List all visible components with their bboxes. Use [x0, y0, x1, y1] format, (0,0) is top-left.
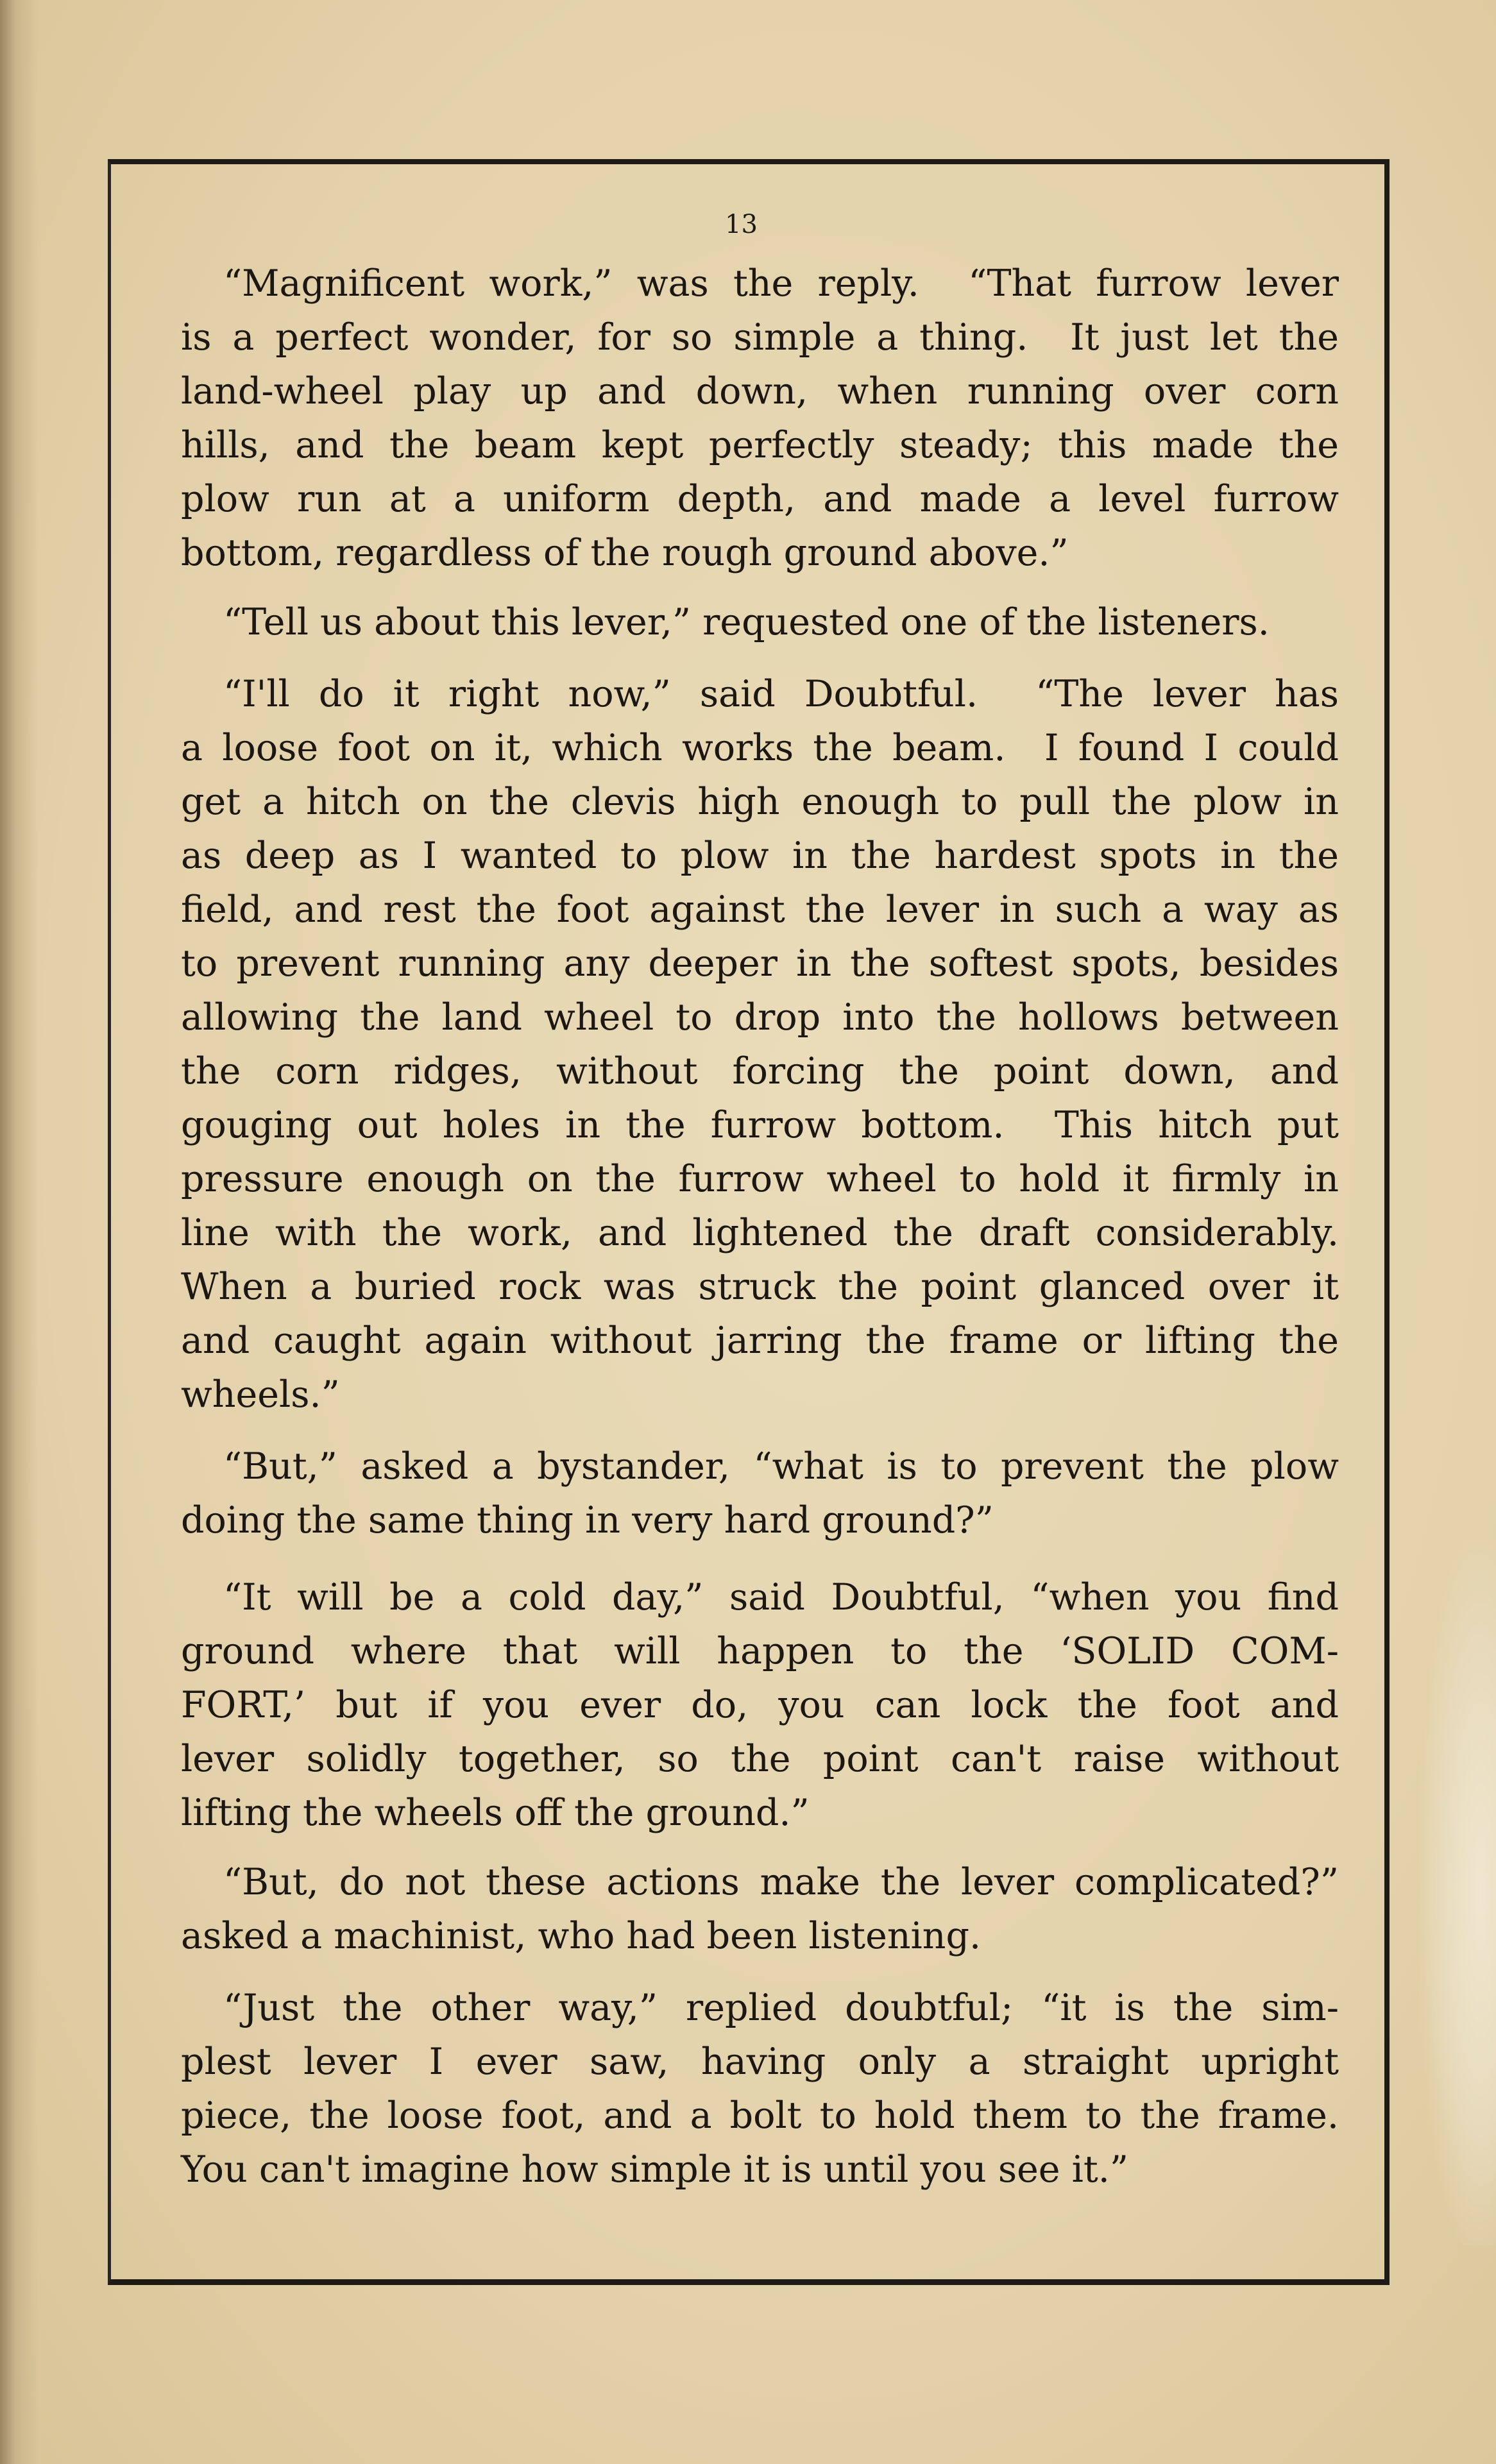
text-line: asked a machinist, who had been listening. [181, 1915, 982, 1957]
text-line: hills, and the beam kept perfectly steady; this made the [181, 424, 1339, 466]
text-line: and caught again without jarring the frame or lifting the [181, 1320, 1339, 1362]
text-line: lifting the wheels off the ground.” [181, 1792, 810, 1834]
paragraph [181, 257, 1348, 580]
text-line: a loose foot on it, which works the beam. I found I could [181, 727, 1339, 769]
text-line: piece, the loose foot, and a bolt to hold them to the frame. [181, 2094, 1339, 2137]
text-line: “Just the other way,” replied doubtful; “it is the sim- [223, 1987, 1339, 2029]
text-line: wheels.” [181, 1373, 340, 1416]
text-line: line with the work, and lightened the draft considerably. [181, 1212, 1339, 1254]
text-line: to prevent running any deeper in the softest spots, besides [181, 942, 1339, 985]
text-line: plow run at a uniform depth, and made a level furrow [181, 478, 1339, 520]
text-line: plest lever I ever saw, having only a straight upright [181, 2041, 1339, 2083]
paper-stain [1419, 1540, 1496, 2245]
text-line: “Tell us about this lever,” requested one of the listeners. [223, 601, 1270, 643]
text-line: pressure enough on the furrow wheel to hold it firmly in [181, 1158, 1339, 1200]
paragraph [181, 1440, 1348, 1547]
text-line: gouging out holes in the furrow bottom. This hitch put [181, 1104, 1339, 1146]
body-text [181, 257, 1348, 2196]
text-line: is a perfect wonder, for so simple a thing. It just let the [181, 316, 1339, 359]
text-line: land-wheel play up and down, when running over corn [181, 370, 1339, 412]
text-line: You can't imagine how simple it is until you see it.” [181, 2148, 1129, 2191]
text-line: ground where that will happen to the ‘SOLID COM- [181, 1630, 1339, 1672]
text-line: “Magnificent work,” was the reply. “That furrow lever [223, 262, 1339, 305]
text-line: get a hitch on the clevis high enough to pull the plow in [181, 781, 1339, 823]
text-line: doing the same thing in very hard ground?” [181, 1499, 994, 1542]
paragraph [181, 1570, 1348, 1840]
text-line: “I'll do it right now,” said Doubtful. “The lever has [223, 673, 1339, 715]
text-line: When a buried rock was struck the point glanced over it [181, 1266, 1339, 1308]
paragraph [181, 1855, 1348, 1963]
page-number: 13 [725, 210, 758, 239]
text-line: as deep as I wanted to plow in the hardest spots in the [181, 835, 1339, 877]
paragraph [181, 1981, 1348, 2196]
text-line: “But, do not these actions make the lever complicated?” [223, 1861, 1339, 1903]
text-line: “It will be a cold day,” said Doubtful, “when you find [223, 1576, 1339, 1619]
text-line: “But,” asked a bystander, “what is to prevent the plow [223, 1445, 1339, 1488]
paragraph [181, 595, 1348, 649]
text-line: the corn ridges, without forcing the point down, and [181, 1050, 1339, 1092]
text-line: field, and rest the foot against the lever in such a way as [181, 888, 1339, 931]
text-line: allowing the land wheel to drop into the hollows between [181, 996, 1339, 1039]
text-line: lever solidly together, so the point can't raise without [181, 1738, 1339, 1780]
text-line: FORT,’ but if you ever do, you can lock the foot and [181, 1684, 1339, 1726]
paragraph [181, 667, 1348, 1422]
text-line: bottom, regardless of the rough ground above.” [181, 532, 1069, 574]
spine-shadow [0, 0, 38, 2464]
